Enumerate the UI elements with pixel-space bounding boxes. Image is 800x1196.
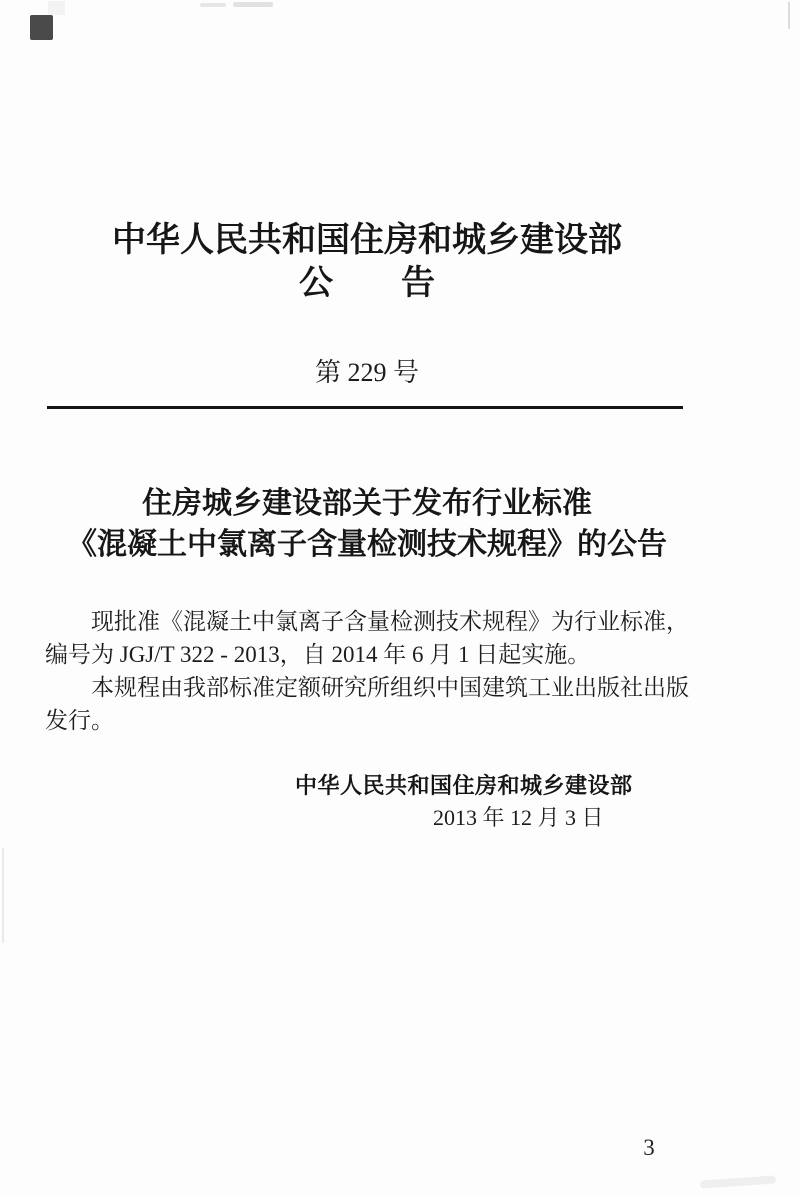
horizontal-rule	[47, 406, 683, 409]
paragraph2-line1: 本规程由我部标准定额研究所组织中国建筑工业出版社出版	[91, 675, 689, 700]
page-number: 3	[643, 1135, 655, 1160]
subtitle-line2: 《混凝土中氯离子含量检测技术规程》的公告	[67, 528, 667, 561]
scan-smudge	[700, 1175, 776, 1188]
announcement-title: 公 告	[299, 265, 435, 302]
signature-name: 中华人民共和国住房和城乡建设部	[295, 774, 633, 799]
paragraph2-line2: 发行。	[45, 708, 114, 733]
scan-smudge	[233, 2, 273, 7]
paragraph1-line2: 编号为 JGJ/T 322 - 2013，自 2014 年 6 月 1 日起实施。	[45, 642, 591, 667]
body-paragraphs	[45, 605, 691, 737]
scan-ink-mark	[30, 15, 53, 40]
scan-edge-line	[2, 848, 4, 943]
signature-date: 2013 年 12 月 3 日	[433, 805, 604, 830]
scan-smudge	[48, 1, 65, 15]
subtitle-line1: 住房城乡建设部关于发布行业标准	[142, 487, 592, 520]
announcement-subtitle	[40, 483, 694, 565]
scan-edge-line	[788, 2, 790, 29]
document-number: 第 229 号	[314, 358, 419, 387]
paragraph1-line1: 现批准《混凝土中氯离子含量检测技术规程》为行业标准，	[91, 609, 689, 634]
ministry-title: 中华人民共和国住房和城乡建设部	[112, 222, 622, 259]
scan-smudge	[200, 3, 226, 7]
